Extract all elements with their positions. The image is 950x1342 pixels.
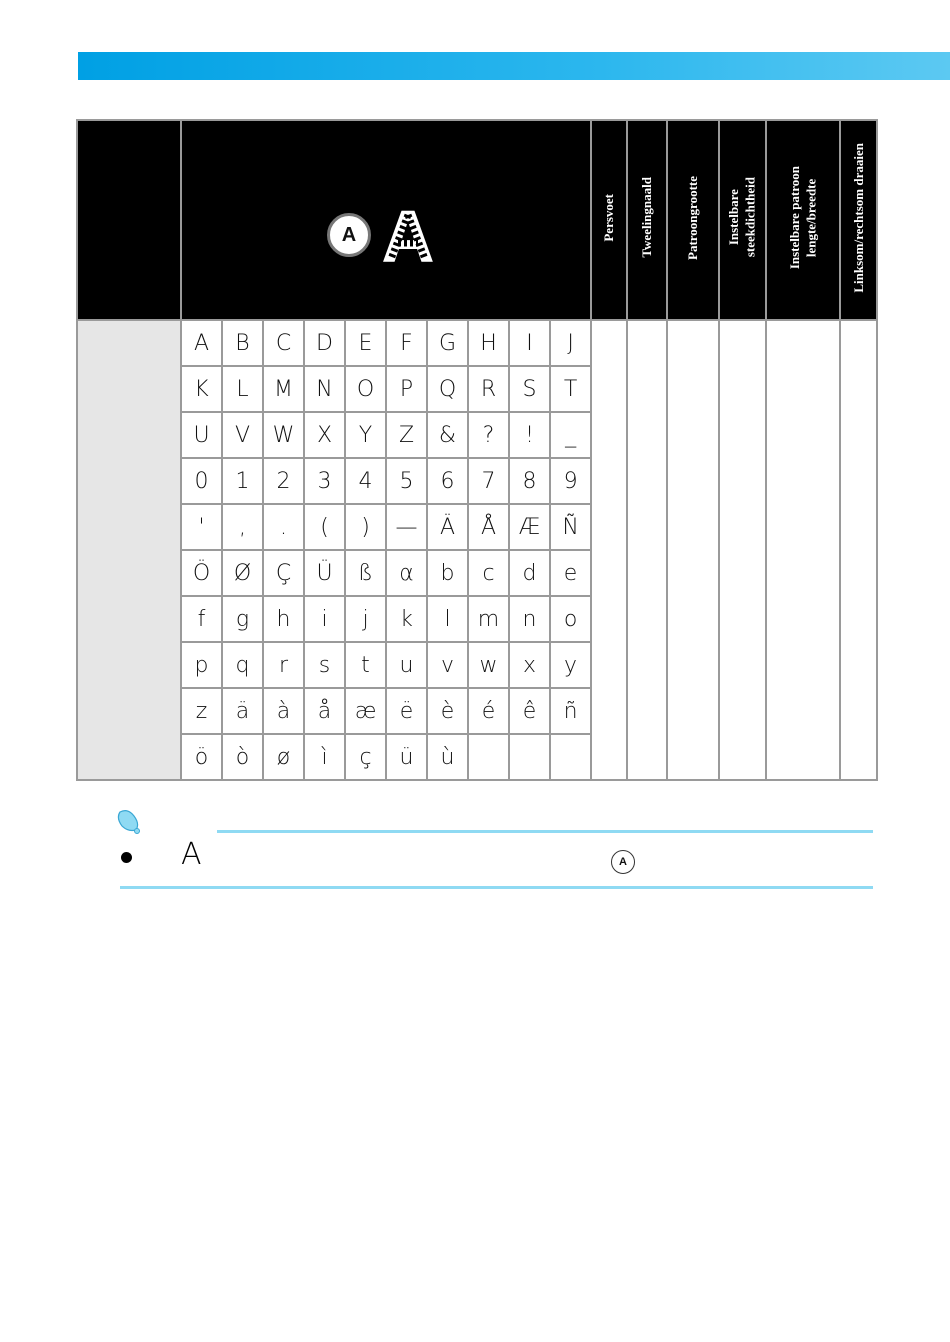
character-pattern-table	[76, 119, 878, 781]
char-cell: (	[304, 504, 345, 550]
header-lengte-breedte: Instelbare patroon lengte/breedte	[766, 120, 840, 320]
char-cell: q	[222, 642, 263, 688]
char-cell: Ü	[304, 550, 345, 596]
char-cell: ù	[427, 734, 468, 780]
char-cell: M	[263, 366, 304, 412]
char-cell: D	[304, 320, 345, 366]
char-cell: o	[550, 596, 591, 642]
char-cell: Z	[386, 412, 427, 458]
pattern-header-cell	[181, 120, 591, 320]
char-cell: v	[427, 642, 468, 688]
row-label-column	[77, 320, 181, 780]
char-cell: —	[386, 504, 427, 550]
char-cell: 8	[509, 458, 550, 504]
setting-column-steekdichtheid	[719, 320, 766, 780]
char-cell: ñ	[550, 688, 591, 734]
char-cell: à	[263, 688, 304, 734]
char-cell: u	[386, 642, 427, 688]
char-cell	[550, 734, 591, 780]
char-cell: Ø	[222, 550, 263, 596]
char-cell: '	[181, 504, 222, 550]
note-bullet	[121, 852, 132, 863]
setting-column-persvoet	[591, 320, 627, 780]
char-cell: n	[509, 596, 550, 642]
char-cell	[468, 734, 509, 780]
char-cell: w	[468, 642, 509, 688]
char-cell: é	[468, 688, 509, 734]
char-cell: ,	[222, 504, 263, 550]
setting-column-lengte-breedte	[766, 320, 840, 780]
char-cell: 7	[468, 458, 509, 504]
char-cell: l	[427, 596, 468, 642]
char-cell: ò	[222, 734, 263, 780]
char-cell: Å	[468, 504, 509, 550]
note-divider-bottom	[120, 886, 873, 889]
char-cell: h	[263, 596, 304, 642]
char-cell: ü	[386, 734, 427, 780]
char-cell: ì	[304, 734, 345, 780]
char-cell: å	[304, 688, 345, 734]
char-cell: α	[386, 550, 427, 596]
char-cell: B	[222, 320, 263, 366]
char-cell: )	[345, 504, 386, 550]
char-cell: I	[509, 320, 550, 366]
char-cell: P	[386, 366, 427, 412]
char-cell: ä	[222, 688, 263, 734]
note-bell-icon	[114, 806, 144, 836]
char-cell: !	[509, 412, 550, 458]
char-cell: E	[345, 320, 386, 366]
char-cell: x	[509, 642, 550, 688]
char-cell: ?	[468, 412, 509, 458]
char-cell: U	[181, 412, 222, 458]
note-marker-a: A	[611, 850, 635, 874]
char-row	[77, 320, 877, 366]
char-cell: 5	[386, 458, 427, 504]
pattern-marker-a: A	[327, 213, 371, 257]
char-cell: K	[181, 366, 222, 412]
svg-text:A: A	[382, 203, 434, 267]
header-steekdichtheid: Instelbare steekdichtheid	[719, 120, 766, 320]
char-cell: t	[345, 642, 386, 688]
char-cell: H	[468, 320, 509, 366]
char-cell: Ä	[427, 504, 468, 550]
char-cell: ß	[345, 550, 386, 596]
char-cell: ë	[386, 688, 427, 734]
note-glyph: A	[181, 837, 202, 872]
char-cell: ç	[345, 734, 386, 780]
char-cell: 0	[181, 458, 222, 504]
char-cell: N	[304, 366, 345, 412]
header-linksom-rechtsom: Linksom/rechtsom draaien	[840, 120, 877, 320]
large-pattern-glyph	[377, 203, 439, 267]
note-divider-top	[217, 830, 873, 833]
char-cell: d	[509, 550, 550, 596]
char-cell: y	[550, 642, 591, 688]
char-cell: k	[386, 596, 427, 642]
char-cell: F	[386, 320, 427, 366]
char-cell: &	[427, 412, 468, 458]
char-cell: p	[181, 642, 222, 688]
char-cell: G	[427, 320, 468, 366]
char-cell: T	[550, 366, 591, 412]
char-cell: r	[263, 642, 304, 688]
header-corner	[77, 120, 181, 320]
char-cell: m	[468, 596, 509, 642]
char-cell: s	[304, 642, 345, 688]
char-cell: Y	[345, 412, 386, 458]
char-cell: O	[345, 366, 386, 412]
char-cell: J	[550, 320, 591, 366]
char-cell: 4	[345, 458, 386, 504]
char-cell	[509, 734, 550, 780]
char-cell: Æ	[509, 504, 550, 550]
char-cell: Q	[427, 366, 468, 412]
header-patroongrootte: Patroongrootte	[667, 120, 719, 320]
char-cell: W	[263, 412, 304, 458]
char-cell: j	[345, 596, 386, 642]
section-header-bar	[78, 52, 950, 80]
char-cell: f	[181, 596, 222, 642]
char-cell: .	[263, 504, 304, 550]
char-cell: 9	[550, 458, 591, 504]
setting-column-tweelingnaald	[627, 320, 667, 780]
char-cell: Ö	[181, 550, 222, 596]
char-cell: ø	[263, 734, 304, 780]
char-cell: b	[427, 550, 468, 596]
char-cell: è	[427, 688, 468, 734]
char-cell: C	[263, 320, 304, 366]
char-cell: 6	[427, 458, 468, 504]
char-cell: e	[550, 550, 591, 596]
char-cell: A	[181, 320, 222, 366]
char-cell: z	[181, 688, 222, 734]
setting-column-linksom-rechtsom	[840, 320, 877, 780]
char-cell: æ	[345, 688, 386, 734]
header-tweelingnaald: Tweelingnaald	[627, 120, 667, 320]
char-cell: i	[304, 596, 345, 642]
char-cell: 1	[222, 458, 263, 504]
char-cell: c	[468, 550, 509, 596]
char-cell: 2	[263, 458, 304, 504]
setting-column-patroongrootte	[667, 320, 719, 780]
char-cell: ê	[509, 688, 550, 734]
header-persvoet: Persvoet	[591, 120, 627, 320]
char-cell: Ñ	[550, 504, 591, 550]
char-cell: S	[509, 366, 550, 412]
char-cell: Ç	[263, 550, 304, 596]
char-cell: R	[468, 366, 509, 412]
char-cell: _	[550, 412, 591, 458]
char-cell: ö	[181, 734, 222, 780]
char-cell: 3	[304, 458, 345, 504]
char-cell: g	[222, 596, 263, 642]
char-cell: L	[222, 366, 263, 412]
char-cell: X	[304, 412, 345, 458]
char-cell: V	[222, 412, 263, 458]
